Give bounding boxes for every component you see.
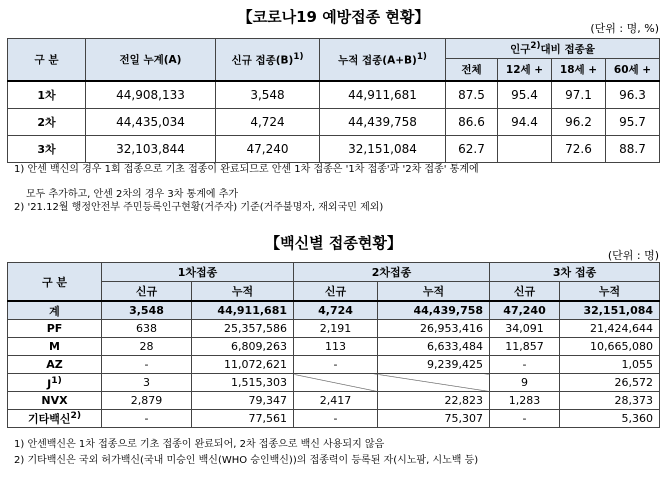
cell-d3-cum: 1,055 — [560, 356, 660, 374]
unit-label: (단위 : 명) — [607, 249, 659, 262]
footnote-mark: 1) — [51, 374, 62, 386]
cell-prev: 32,103,844 — [86, 135, 216, 162]
row-label: PF — [8, 320, 102, 338]
row-label: $J^{1)}$ — [8, 374, 102, 392]
cell-d2-new: 2,417 — [294, 392, 378, 410]
header-new: 신규 — [490, 282, 560, 302]
table-row — [8, 356, 660, 374]
header-prev-total: 전일 누계(A) — [86, 39, 216, 81]
cell-d1-cum: 79,347 — [192, 392, 294, 410]
header-dose3: 3차 접종 — [490, 263, 660, 282]
cell-new: 47,240 — [216, 135, 320, 162]
cell-rate-60: 95.7 — [606, 108, 660, 135]
footnote-mark: 2) — [530, 40, 541, 51]
cell-d2-new: 2,191 — [294, 320, 378, 338]
cell-rate-60: 96.3 — [606, 81, 660, 109]
cell-rate-12 — [498, 135, 552, 162]
header-rate-18: 18세 + — [552, 59, 606, 81]
vaccine-type-title: 【백신별 접종현황】 — [265, 234, 402, 252]
cell-d2-new-na — [294, 374, 378, 392]
cell-d2-cum: 44,439,758 — [378, 301, 490, 320]
header-new: 신규 접종$(B)^{1)}$ — [216, 39, 320, 81]
cell-new: 4,724 — [216, 108, 320, 135]
header-new: 신규 — [102, 282, 192, 302]
footnote: 모두 추가하고, 안센 2차의 경우 3차 통계에 추가 — [26, 189, 239, 200]
cell-d1-new: 28 — [102, 338, 192, 356]
cell-d1-cum: 25,357,586 — [192, 320, 294, 338]
cell-d3-new: 11,857 — [490, 338, 560, 356]
cell-d2-new: - — [294, 410, 378, 428]
footnote: 1) 안센 백신의 경우 1회 접종으로 기초 접종이 완료되므로 안센 1차 접종은 '1차 접종'과 '2차 접종' 통계에 — [14, 164, 479, 175]
row-label: 3차 — [8, 135, 86, 162]
cell-d3-new: - — [490, 356, 560, 374]
vaccination-status-title: 【코로나19 예방접종 현황】 — [237, 8, 430, 26]
header-cum: 누적 — [378, 282, 490, 302]
cell-d2-cum: 75,307 — [378, 410, 490, 428]
cell-d1-cum: 11,072,621 — [192, 356, 294, 374]
cell-d1-new: 3,548 — [102, 301, 192, 320]
header-cum: 누적 — [560, 282, 660, 302]
cell-cum: 44,439,758 — [320, 108, 446, 135]
cell-d2-cum: 26,953,416 — [378, 320, 490, 338]
header-rate-60: 60세 + — [606, 59, 660, 81]
cell-rate-12: 94.4 — [498, 108, 552, 135]
cell-d3-new: 47,240 — [490, 301, 560, 320]
footnote: 2) '21.12월 행정안전부 주민등록인구현황(거주자) 기준(거주불명자, 재외국민 제외) — [14, 202, 384, 213]
cell-prev: 44,908,133 — [86, 81, 216, 109]
footnote-mark: 1) — [416, 51, 427, 62]
cell-rate-12: 95.4 — [498, 81, 552, 109]
row-label: NVX — [8, 392, 102, 410]
cell-rate-18: 72.6 — [552, 135, 606, 162]
cell-d3-cum: 5,360 — [560, 410, 660, 428]
cell-d2-new: 113 — [294, 338, 378, 356]
cell-new: 3,548 — [216, 81, 320, 109]
header-dose1: 1차접종 — [102, 263, 294, 282]
cell-d2-cum: 9,239,425 — [378, 356, 490, 374]
cell-d1-cum: 77,561 — [192, 410, 294, 428]
footnote: 1) 안센백신은 1차 접종으로 기초 접종이 완료되어, 2차 접종으로 백신 사용되지 않음 — [14, 439, 385, 450]
header-gubun: 구 분 — [8, 39, 86, 81]
cell-d1-new: 3 — [102, 374, 192, 392]
cell-d2-new: 4,724 — [294, 301, 378, 320]
cell-d3-cum: 10,665,080 — [560, 338, 660, 356]
cell-d3-cum: 21,424,644 — [560, 320, 660, 338]
cell-rate-60: 88.7 — [606, 135, 660, 162]
vaccination-status-table — [7, 38, 660, 163]
cell-d3-cum: 28,373 — [560, 392, 660, 410]
row-label: 2차 — [8, 108, 86, 135]
cell-d1-cum: 6,809,263 — [192, 338, 294, 356]
cell-rate-18: 97.1 — [552, 81, 606, 109]
header-dose2: 2차접종 — [294, 263, 490, 282]
table-row — [8, 338, 660, 356]
unit-label: (단위 : 명, %) — [590, 22, 659, 35]
cell-d3-cum: 26,572 — [560, 374, 660, 392]
cell-d3-new: - — [490, 410, 560, 428]
cell-rate-all: 62.7 — [446, 135, 498, 162]
vaccine-type-table — [7, 262, 660, 428]
table-row — [8, 320, 660, 338]
cell-rate-18: 96.2 — [552, 108, 606, 135]
table-row-total — [8, 301, 660, 320]
footnote: 2) 기타백신은 국외 허가백신(국내 미승인 백신(WHO 승인백신))의 접종력이 등록된 자(시노팜, 시노백 등) — [14, 455, 479, 466]
header-gubun: 구 분 — [8, 263, 102, 302]
header-rate-group: 인구$^{2)}$대비 접종율 — [446, 39, 660, 59]
header-cum: 누적 — [192, 282, 294, 302]
cell-d1-new: - — [102, 410, 192, 428]
cell-d3-new: 9 — [490, 374, 560, 392]
cell-d1-cum: 44,911,681 — [192, 301, 294, 320]
cell-rate-all: 86.6 — [446, 108, 498, 135]
cell-d1-new: 638 — [102, 320, 192, 338]
table-row — [8, 374, 660, 392]
row-label: 1차 — [8, 81, 86, 109]
table-row — [8, 108, 660, 135]
cell-d1-new: 2,879 — [102, 392, 192, 410]
row-label: 계 — [8, 301, 102, 320]
header-cumulative: 누적 접종$(A+B)^{1)}$ — [320, 39, 446, 81]
cell-d3-new: 34,091 — [490, 320, 560, 338]
cell-d2-new: - — [294, 356, 378, 374]
cell-d3-cum: 32,151,084 — [560, 301, 660, 320]
footnote-mark: 2) — [70, 410, 82, 422]
cell-prev: 44,435,034 — [86, 108, 216, 135]
header-rate-12: 12세 + — [498, 59, 552, 81]
cell-d1-new: - — [102, 356, 192, 374]
header-rate-all: 전체 — [446, 59, 498, 81]
header-new: 신규 — [294, 282, 378, 302]
row-label: 기타백신$^{2)}$ — [8, 410, 102, 428]
cell-d1-cum: 1,515,303 — [192, 374, 294, 392]
row-label: M — [8, 338, 102, 356]
table-row — [8, 81, 660, 109]
row-label: AZ — [8, 356, 102, 374]
cell-d3-new: 1,283 — [490, 392, 560, 410]
cell-cum: 44,911,681 — [320, 81, 446, 109]
cell-rate-all: 87.5 — [446, 81, 498, 109]
table-row — [8, 135, 660, 162]
footnote-mark: 1) — [293, 51, 304, 62]
table-row — [8, 392, 660, 410]
cell-cum: 32,151,084 — [320, 135, 446, 162]
cell-d2-cum-na — [378, 374, 490, 392]
table-row — [8, 410, 660, 428]
cell-d2-cum: 6,633,484 — [378, 338, 490, 356]
cell-d2-cum: 22,823 — [378, 392, 490, 410]
